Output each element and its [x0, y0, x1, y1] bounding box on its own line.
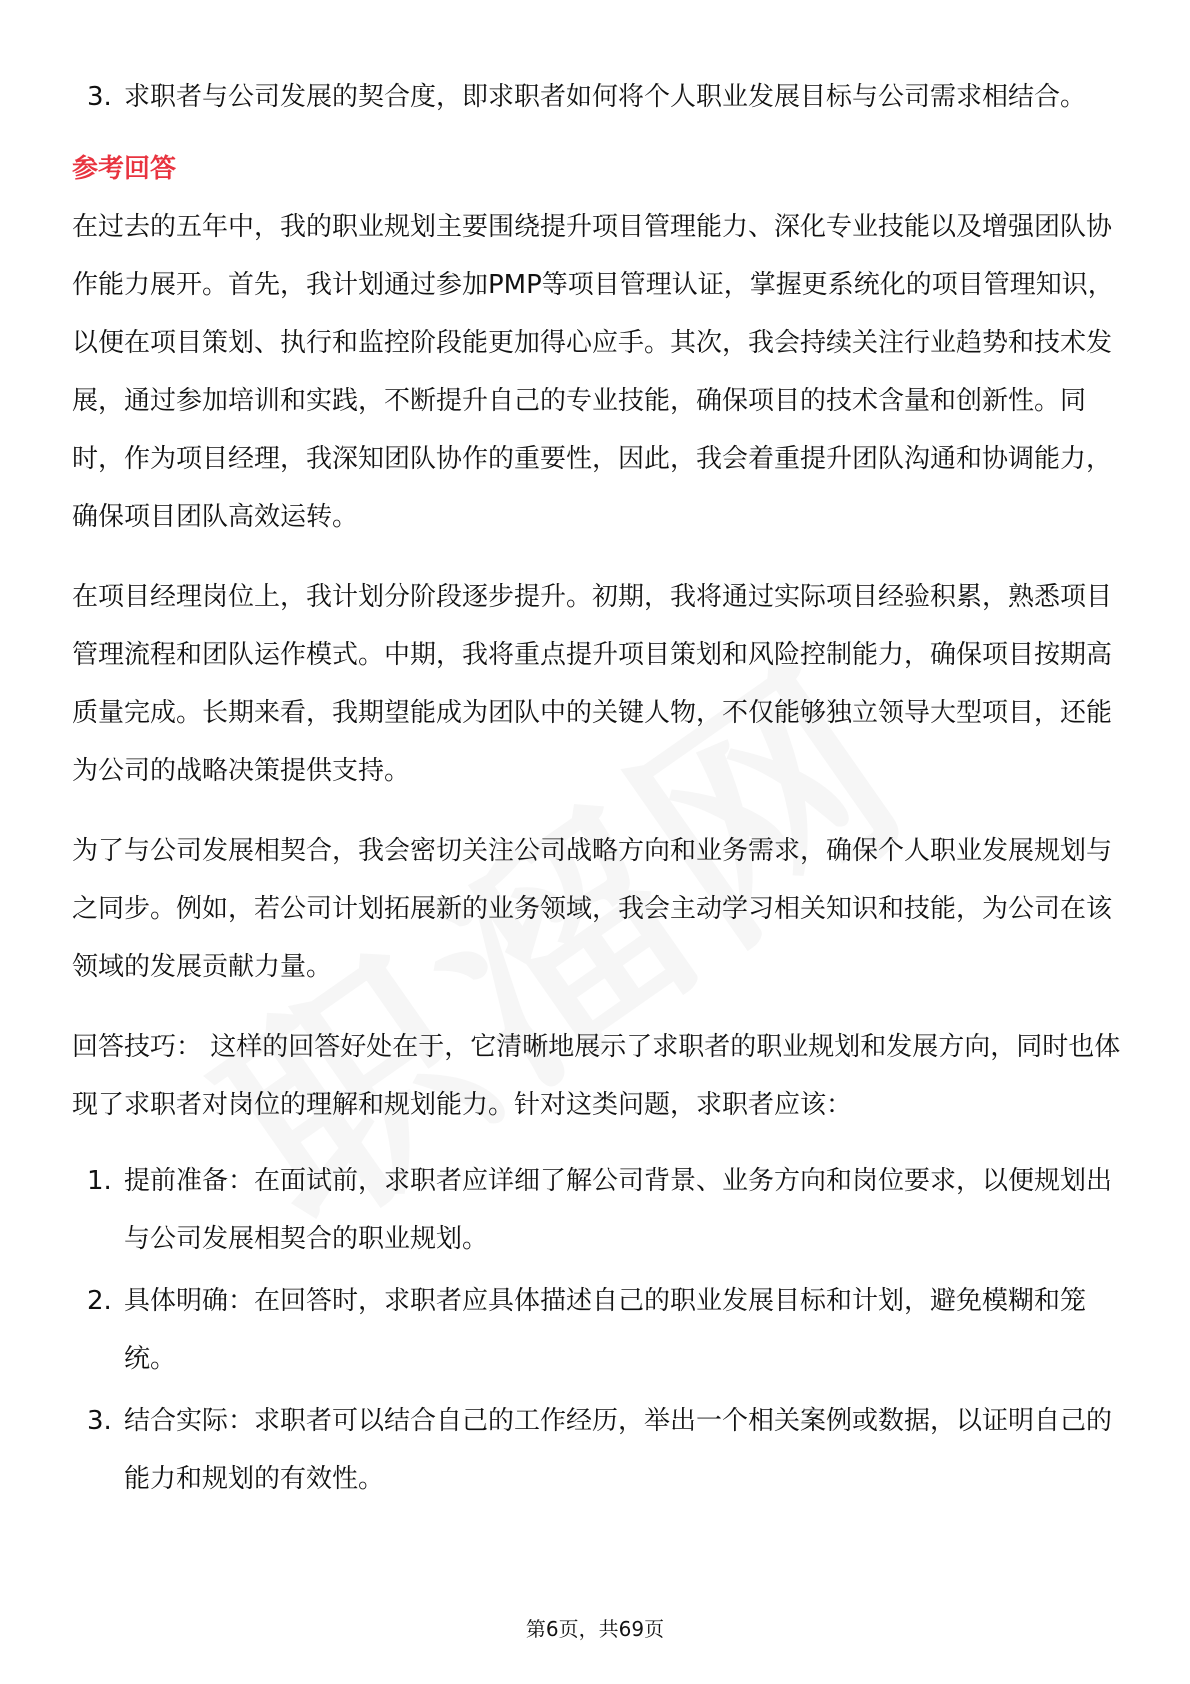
section-heading: 参考回答 — [72, 154, 177, 184]
tips-intro-paragraph: 回答技巧： 这样的回答好处在于，它清晰地展示了求职者的职业规划和发展方向，同时也体现了求职者对岗位的理解和规划能力。针对这类问题，求职者应该： — [72, 1032, 1121, 1120]
answer-paragraph: 为了与公司发展相契合，我会密切关注公司战略方向和业务需求，确保个人职业发展规划与之同步。例如，若公司计划拓展新的业务领域，我会主动学习相关知识和技能，为公司在该领域的发展贡献力量。 — [72, 836, 1113, 982]
list-item — [72, 1152, 1122, 1268]
list-text: 具体明确：在回答时，求职者应具体描述自己的职业发展目标和计划，避免模糊和笼统。 — [124, 1286, 1087, 1374]
list-text: 提前准备：在面试前，求职者应详细了解公司背景、业务方向和岗位要求，以便规划出与公司发展相契合的职业规划。 — [124, 1166, 1113, 1254]
criteria-list — [72, 68, 1122, 126]
tips-list — [72, 1152, 1122, 1508]
list-number: 1. — [87, 1166, 112, 1196]
list-text: 结合实际：求职者可以结合自己的工作经历，举出一个相关案例或数据，以证明自己的能力和规划的有效性。 — [124, 1406, 1113, 1494]
answer-paragraph: 在项目经理岗位上，我计划分阶段逐步提升。初期，我将通过实际项目经验积累，熟悉项目管理流程和团队运作模式。中期，我将重点提升项目策划和风险控制能力，确保项目按期高质量完成。长期来看，我期望能成为团队中的关键人物，不仅能够独立领导大型项目，还能为公司的战略决策提供支持。 — [72, 582, 1113, 786]
list-item — [72, 68, 1122, 126]
page-number-footer: 第6页，共69页 — [525, 1617, 665, 1641]
list-item — [72, 1272, 1122, 1388]
list-number: 3. — [87, 82, 112, 112]
answer-paragraph: 在过去的五年中，我的职业规划主要围绕提升项目管理能力、深化专业技能以及增强团队协作能力展开。首先，我计划通过参加PMP等项目管理认证，掌握更系统化的项目管理知识，以便在项目策划、执行和监控阶段能更加得心应手。其次，我会持续关注行业趋势和技术发展，通过参加培训和实践，不断提升自己的专业技能，确保项目的技术含量和创新性。同时，作为项目经理，我深知团队协作的重要性，因此，我会着重提升团队沟通和协调能力，确保项目团队高效运转。 — [72, 212, 1114, 532]
list-item — [72, 1392, 1122, 1508]
list-number: 2. — [87, 1286, 112, 1316]
list-text: 求职者与公司发展的契合度，即求职者如何将个人职业发展目标与公司需求相结合。 — [124, 82, 1087, 112]
page-content — [72, 68, 1122, 1508]
list-number: 3. — [87, 1406, 112, 1436]
